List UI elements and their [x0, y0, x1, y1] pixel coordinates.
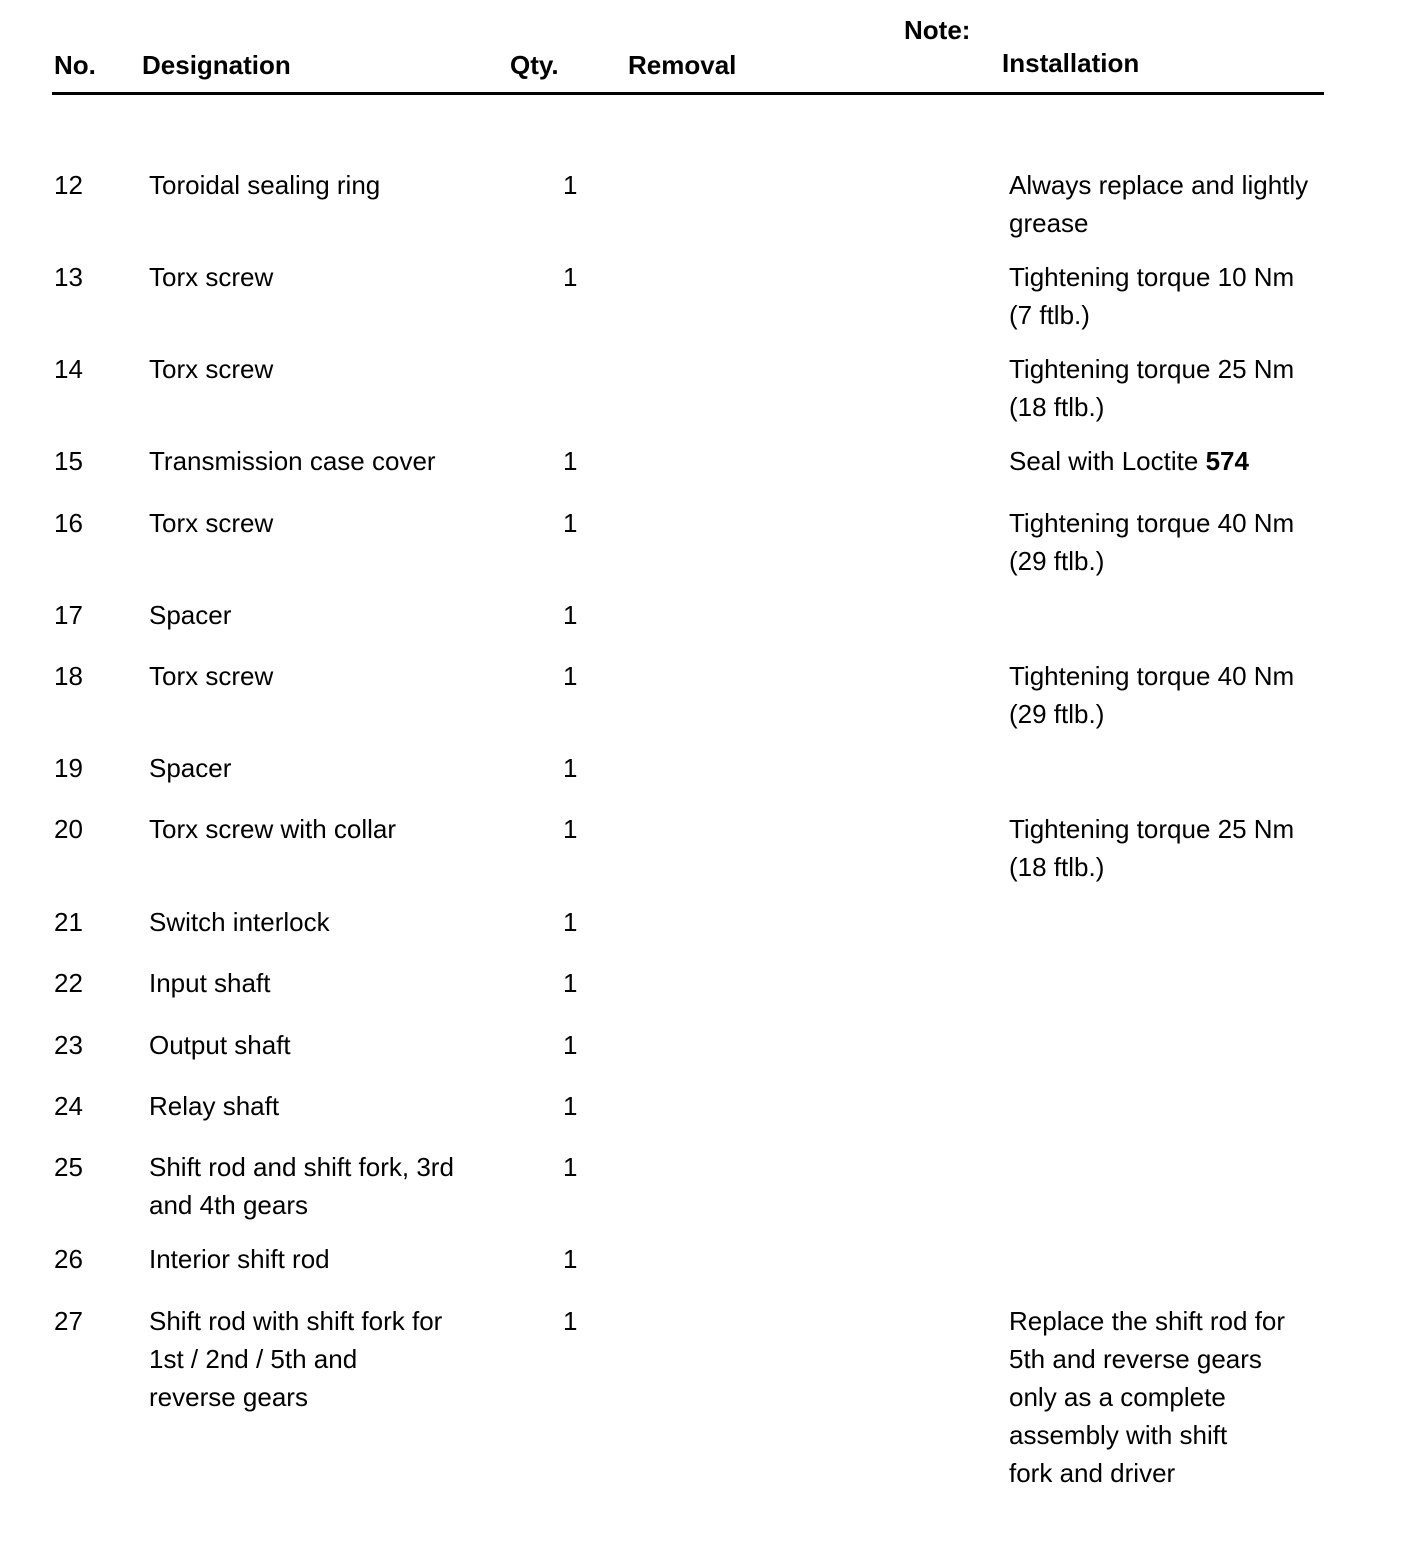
row-installation-note: Replace the shift rod for — [1009, 1306, 1286, 1336]
row-qty: 1 — [563, 907, 578, 937]
row-installation-note: (29 ftlb.) — [1009, 546, 1105, 576]
row-qty: 1 — [563, 1091, 578, 1121]
column-header-no: No. — [54, 50, 96, 80]
row-designation: and 4th gears — [149, 1190, 309, 1220]
row-designation: Spacer — [149, 600, 232, 630]
installation-text: Seal with Loctite — [1009, 446, 1206, 476]
row-installation-note: grease — [1009, 208, 1089, 238]
row-designation: Interior shift rod — [149, 1244, 330, 1274]
row-no: 12 — [54, 170, 83, 200]
row-qty: 1 — [563, 753, 578, 783]
row-installation-note: Always replace and lightly — [1009, 170, 1309, 200]
row-qty: 1 — [563, 262, 578, 292]
row-qty: 1 — [563, 968, 578, 998]
column-header-designation: Designation — [142, 50, 291, 80]
row-no: 15 — [54, 446, 83, 476]
row-installation-note: Tightening torque 40 Nm — [1009, 661, 1295, 691]
row-installation-note: Tightening torque 40 Nm — [1009, 508, 1295, 538]
row-qty: 1 — [563, 508, 578, 538]
row-no: 16 — [54, 508, 83, 538]
row-no: 20 — [54, 814, 83, 844]
row-designation: Spacer — [149, 753, 232, 783]
column-header-installation: Installation — [1002, 48, 1140, 78]
row-designation: Shift rod with shift fork for — [149, 1306, 443, 1336]
row-designation: Transmission case cover — [149, 446, 436, 476]
row-qty: 1 — [563, 1244, 578, 1274]
row-qty: 1 — [563, 1152, 578, 1182]
column-header-note: Note: — [904, 15, 971, 45]
row-qty: 1 — [563, 1030, 578, 1060]
row-no: 21 — [54, 907, 83, 937]
row-no: 26 — [54, 1244, 83, 1274]
column-header-qty: Qty. — [510, 50, 559, 80]
row-installation-note: fork and driver — [1009, 1458, 1176, 1488]
row-designation: Torx screw — [149, 262, 274, 292]
column-header-removal: Removal — [628, 50, 737, 80]
row-installation-note: (7 ftlb.) — [1009, 300, 1090, 330]
row-no: 18 — [54, 661, 83, 691]
row-installation-note — [1009, 442, 1249, 480]
loctite-number: 574 — [1205, 446, 1249, 476]
row-no: 14 — [54, 354, 83, 384]
row-installation-note: 5th and reverse gears — [1009, 1344, 1262, 1374]
row-installation-note: Tightening torque 10 Nm — [1009, 262, 1295, 292]
row-no: 13 — [54, 262, 83, 292]
row-designation: Switch interlock — [149, 907, 330, 937]
row-qty: 1 — [563, 446, 578, 476]
row-qty: 1 — [563, 814, 578, 844]
row-designation: Output shaft — [149, 1030, 291, 1060]
row-qty: 1 — [563, 600, 578, 630]
row-qty: 1 — [563, 170, 578, 200]
row-designation: reverse gears — [149, 1382, 308, 1412]
row-no: 17 — [54, 600, 83, 630]
row-no: 23 — [54, 1030, 83, 1060]
row-installation-note: (18 ftlb.) — [1009, 392, 1105, 422]
row-designation: Relay shaft — [149, 1091, 280, 1121]
row-installation-note: Tightening torque 25 Nm — [1009, 354, 1295, 384]
row-designation: Torx screw — [149, 354, 274, 384]
row-installation-note: Tightening torque 25 Nm — [1009, 814, 1295, 844]
row-no: 19 — [54, 753, 83, 783]
row-installation-note: (18 ftlb.) — [1009, 852, 1105, 882]
row-designation: Torx screw — [149, 661, 274, 691]
row-no: 22 — [54, 968, 83, 998]
row-designation: Torx screw with collar — [149, 814, 397, 844]
row-no: 27 — [54, 1306, 83, 1336]
row-designation: Torx screw — [149, 508, 274, 538]
row-designation: Shift rod and shift fork, 3rd — [149, 1152, 454, 1182]
row-designation: 1st / 2nd / 5th and — [149, 1344, 358, 1374]
row-designation: Input shaft — [149, 968, 271, 998]
row-installation-note: assembly with shift — [1009, 1420, 1228, 1450]
row-qty: 1 — [563, 1306, 578, 1336]
row-installation-note: (29 ftlb.) — [1009, 699, 1105, 729]
row-installation-note: only as a complete — [1009, 1382, 1226, 1412]
header-divider — [52, 92, 1324, 95]
row-no: 25 — [54, 1152, 83, 1182]
row-qty: 1 — [563, 661, 578, 691]
row-designation: Toroidal sealing ring — [149, 170, 381, 200]
row-no: 24 — [54, 1091, 83, 1121]
